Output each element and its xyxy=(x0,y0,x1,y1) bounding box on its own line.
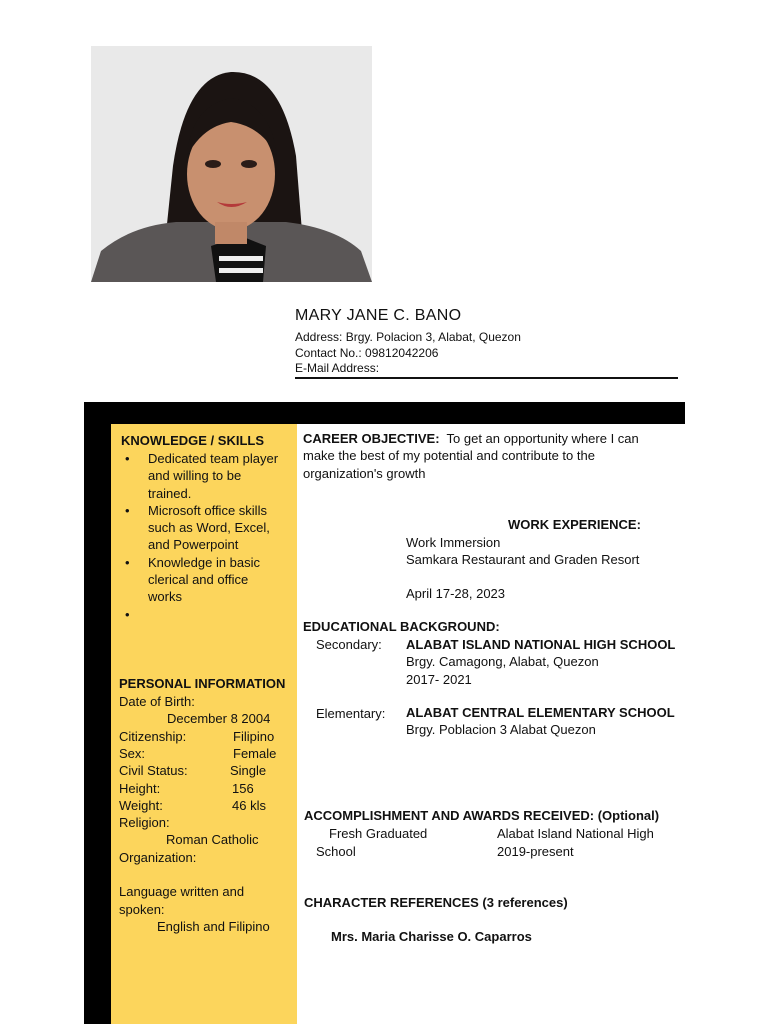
work-experience-heading: WORK EXPERIENCE: xyxy=(508,517,641,532)
contact-header xyxy=(295,307,678,377)
full-name: MARY JANE C. BANO xyxy=(295,307,462,324)
weight-label: Weight: xyxy=(119,798,163,813)
skill-item: • Microsoft office skills such as Word, Excel, and Powerpoint xyxy=(125,502,270,553)
skills-heading: KNOWLEDGE / SKILLS xyxy=(121,433,264,448)
personal-info-heading: PERSONAL INFORMATION xyxy=(119,676,286,691)
education-heading: EDUCATIONAL BACKGROUND: xyxy=(303,619,500,634)
skill-item: • Knowledge in basic clerical and office works xyxy=(125,554,261,605)
work-title: Work Immersion xyxy=(406,535,501,550)
skill-item xyxy=(120,606,280,623)
elementary-address: Brgy. Poblacion 3 Alabat Quezon xyxy=(406,722,596,737)
career-objective xyxy=(303,430,668,482)
language-label-line1: Language written and xyxy=(119,884,245,899)
bullet-icon: • xyxy=(125,606,130,622)
elementary-label: Elementary: xyxy=(316,706,386,721)
career-objective-line2: make the best of my potential and contribute to the xyxy=(303,448,595,464)
sex-label: Sex: xyxy=(119,746,146,761)
citizenship-value: Filipino xyxy=(233,729,275,744)
secondary-years: 2017- 2021 xyxy=(406,672,472,687)
awards-heading: ACCOMPLISHMENT AND AWARDS RECEIVED: (Optional) xyxy=(304,808,660,823)
career-objective-line3: organization's growth xyxy=(303,465,426,481)
citizenship-label: Citizenship: xyxy=(119,729,187,744)
secondary-label: Secondary: xyxy=(316,637,382,652)
skill-item: • Dedicated team player and willing to be trained. xyxy=(125,451,279,501)
contact-number: Contact No.: 09812042206 xyxy=(295,345,439,360)
reference-name: Mrs. Maria Charisse O. Caparros xyxy=(331,929,532,944)
civil-status-label: Civil Status: xyxy=(119,763,188,778)
height-value: 156 xyxy=(232,781,254,796)
address: Address: Brgy. Polacion 3, Alabat, Quezon xyxy=(295,330,521,344)
award-org: Alabat Island National High xyxy=(497,826,654,841)
profile-photo xyxy=(91,46,372,282)
height-label: Height: xyxy=(119,781,161,796)
civil-status-value: Single xyxy=(230,763,267,778)
career-objective-label: CAREER OBJECTIVE: xyxy=(303,431,440,446)
bullet-icon: • xyxy=(125,554,130,570)
weight-value: 46 kls xyxy=(232,798,266,813)
header-divider xyxy=(295,377,678,379)
email-address: E-Mail Address: xyxy=(295,361,380,375)
organization-label: Organization: xyxy=(119,850,197,865)
language-value: English and Filipino xyxy=(157,919,270,934)
religion-label: Religion: xyxy=(119,815,170,830)
secondary-school: ALABAT ISLAND NATIONAL HIGH SCHOOL xyxy=(406,637,676,652)
work-place: Samkara Restaurant and Graden Resort xyxy=(406,552,640,567)
dob-value: December 8 2004 xyxy=(167,711,271,726)
religion-value: Roman Catholic xyxy=(166,832,259,847)
elementary-school: ALABAT CENTRAL ELEMENTARY SCHOOL xyxy=(406,705,675,720)
career-objective-line1: To get an opportunity where I can xyxy=(446,431,639,446)
award-years: 2019-present xyxy=(497,844,574,859)
skills-list xyxy=(120,450,280,623)
award-item-line1: Fresh Graduated xyxy=(329,826,428,841)
secondary-address: Brgy. Camagong, Alabat, Quezon xyxy=(406,654,599,669)
left-black-bar xyxy=(84,424,111,1024)
award-item-line2: School xyxy=(316,844,356,859)
references-heading: CHARACTER REFERENCES (3 references) xyxy=(304,895,568,910)
language-label-line2: spoken: xyxy=(119,902,165,917)
bullet-icon: • xyxy=(125,451,130,466)
sex-value: Female xyxy=(233,746,277,761)
top-black-bar xyxy=(84,402,685,424)
bullet-icon: • xyxy=(125,502,130,518)
dob-label: Date of Birth: xyxy=(119,694,195,709)
work-dates: April 17-28, 2023 xyxy=(406,586,506,601)
person-portrait xyxy=(91,46,372,282)
